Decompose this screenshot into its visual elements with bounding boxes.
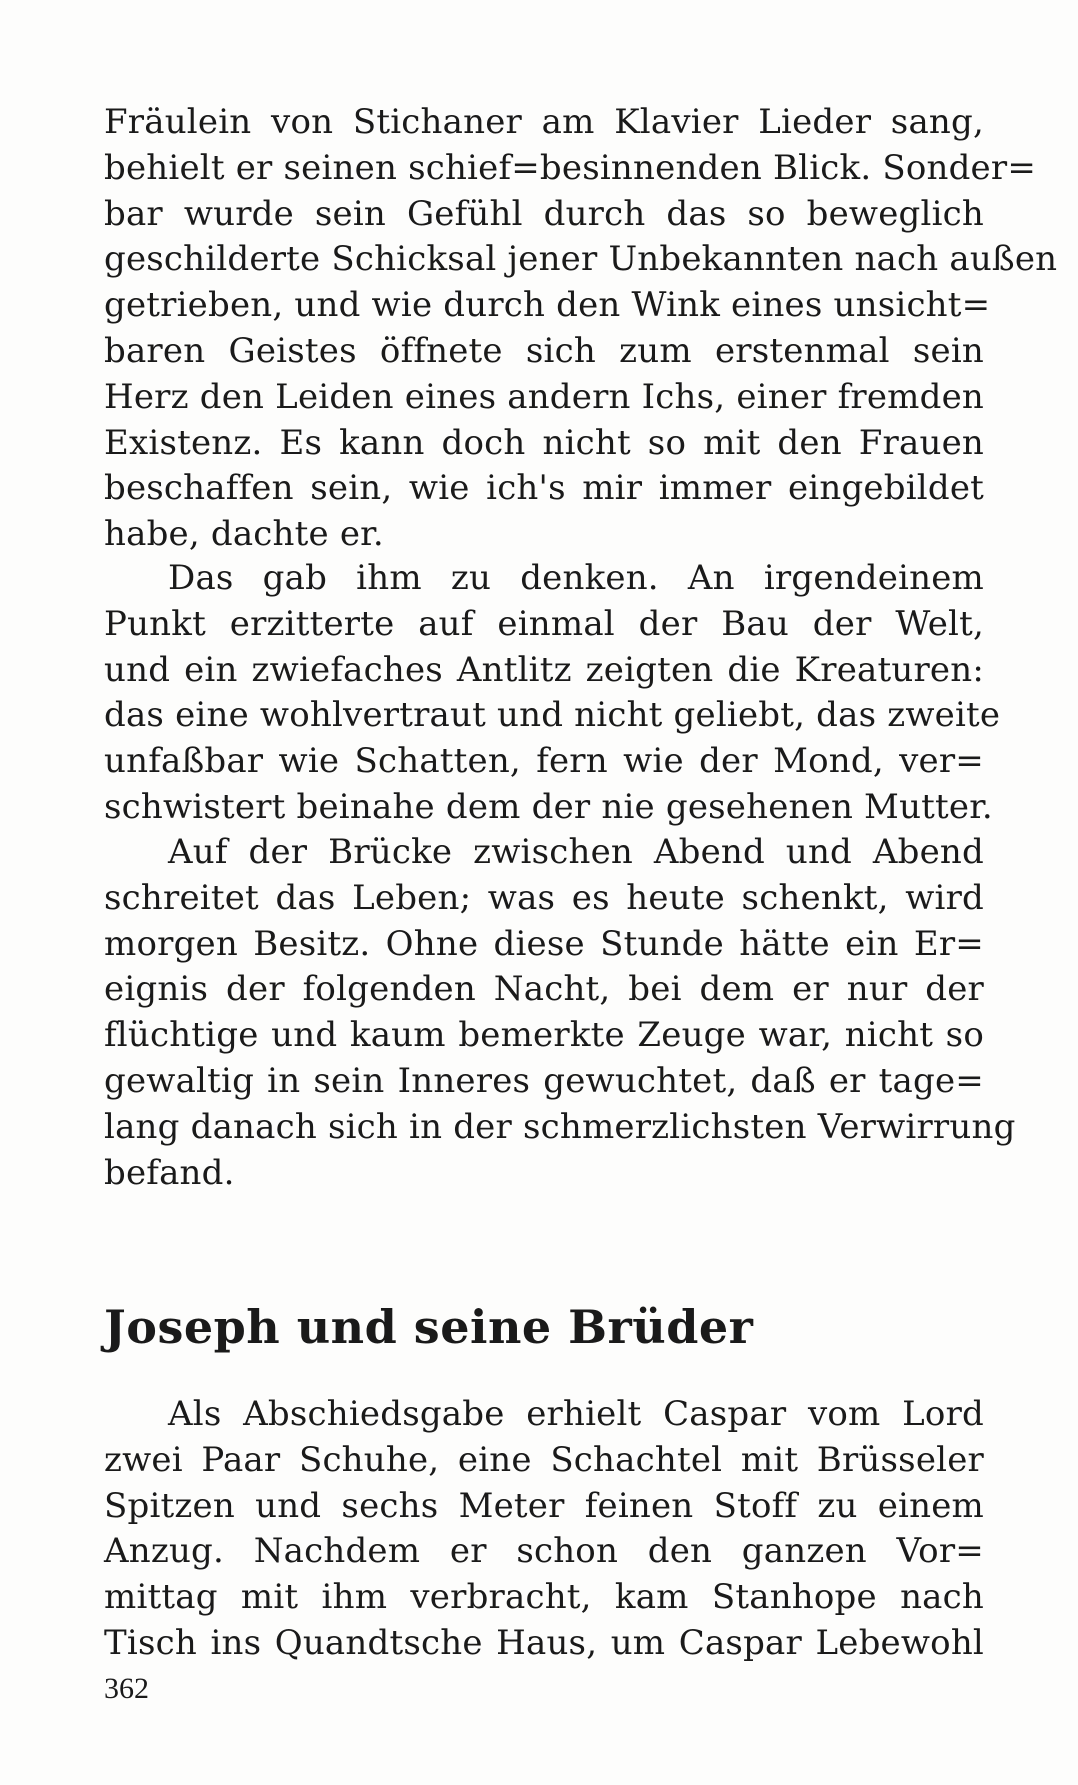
paragraph-4	[104, 1392, 984, 1667]
text-line: befand.	[104, 1152, 235, 1193]
text-line: Tisch ins Quandtsche Haus, um Caspar Lebewohl	[104, 1622, 984, 1663]
text-line: das eine wohlvertraut und nicht geliebt, das zweite	[104, 695, 1001, 736]
text-line: geschilderte Schicksal jener Unbekannten nach außen	[104, 239, 1058, 280]
text-line: eignis der folgenden Nacht, bei dem er nur der	[104, 969, 984, 1010]
text-line: mittag mit ihm verbracht, kam Stanhope nach	[104, 1577, 984, 1618]
text-line: und ein zwiefaches Antlitz zeigten die Kreaturen:	[104, 649, 984, 690]
text-line: Existenz. Es kann doch nicht so mit den Frauen	[104, 422, 984, 463]
text-line: Herz den Leiden eines andern Ichs, einer fremden	[104, 376, 984, 417]
paragraph-3	[104, 830, 1016, 1196]
text-line: Das gab ihm zu denken. An irgendeinem	[168, 558, 984, 598]
paragraph-1	[104, 100, 1058, 558]
text-line: beschaffen sein, wie ich's mir immer eingebildet	[104, 468, 984, 509]
text-line: lang danach sich in der schmerzlichsten Verwirrung	[104, 1106, 1016, 1147]
text-line: Fräulein von Stichaner am Klavier Lieder sang,	[104, 102, 984, 142]
text-line: Punkt erzitterte auf einmal der Bau der Welt,	[104, 603, 984, 644]
text-line: zwei Paar Schuhe, eine Schachtel mit Brüsseler	[104, 1439, 984, 1480]
text-line: Spitzen und sechs Meter feinen Stoff zu einem	[104, 1485, 984, 1526]
text-line: morgen Besitz. Ohne diese Stunde hätte ein Er=	[104, 923, 984, 964]
text-line: schwistert beinahe dem der nie gesehenen Mutter.	[104, 786, 993, 827]
chapter-heading: Joseph und seine Brüder	[104, 1300, 754, 1354]
text-line: Als Abschiedsgabe erhielt Caspar vom Lord	[168, 1394, 984, 1434]
text-line: gewaltig in sein Inneres gewuchtet, daß er tage=	[104, 1060, 984, 1101]
text-line: habe, dachte er.	[104, 514, 384, 555]
text-line: flüchtige und kaum bemerkte Zeuge war, nicht so	[104, 1015, 984, 1056]
text-line: behielt er seinen schief=besinnenden Blick. Sonder=	[104, 147, 1037, 188]
text-line: schreitet das Leben; was es heute schenkt, wird	[104, 877, 984, 918]
text-line: getrieben, und wie durch den Wink eines unsicht=	[104, 285, 991, 326]
text-line: unfaßbar wie Schatten, fern wie der Mond, ver=	[104, 741, 984, 782]
text-line: Auf der Brücke zwischen Abend und Abend	[168, 832, 984, 872]
text-line: bar wurde sein Gefühl durch das so beweglich	[104, 193, 984, 234]
page-number: 362	[104, 1672, 149, 1705]
text-line: baren Geistes öffnete sich zum erstenmal sein	[104, 330, 984, 371]
text-line: Anzug. Nachdem er schon den ganzen Vor=	[104, 1531, 984, 1572]
paragraph-2	[104, 556, 1001, 831]
